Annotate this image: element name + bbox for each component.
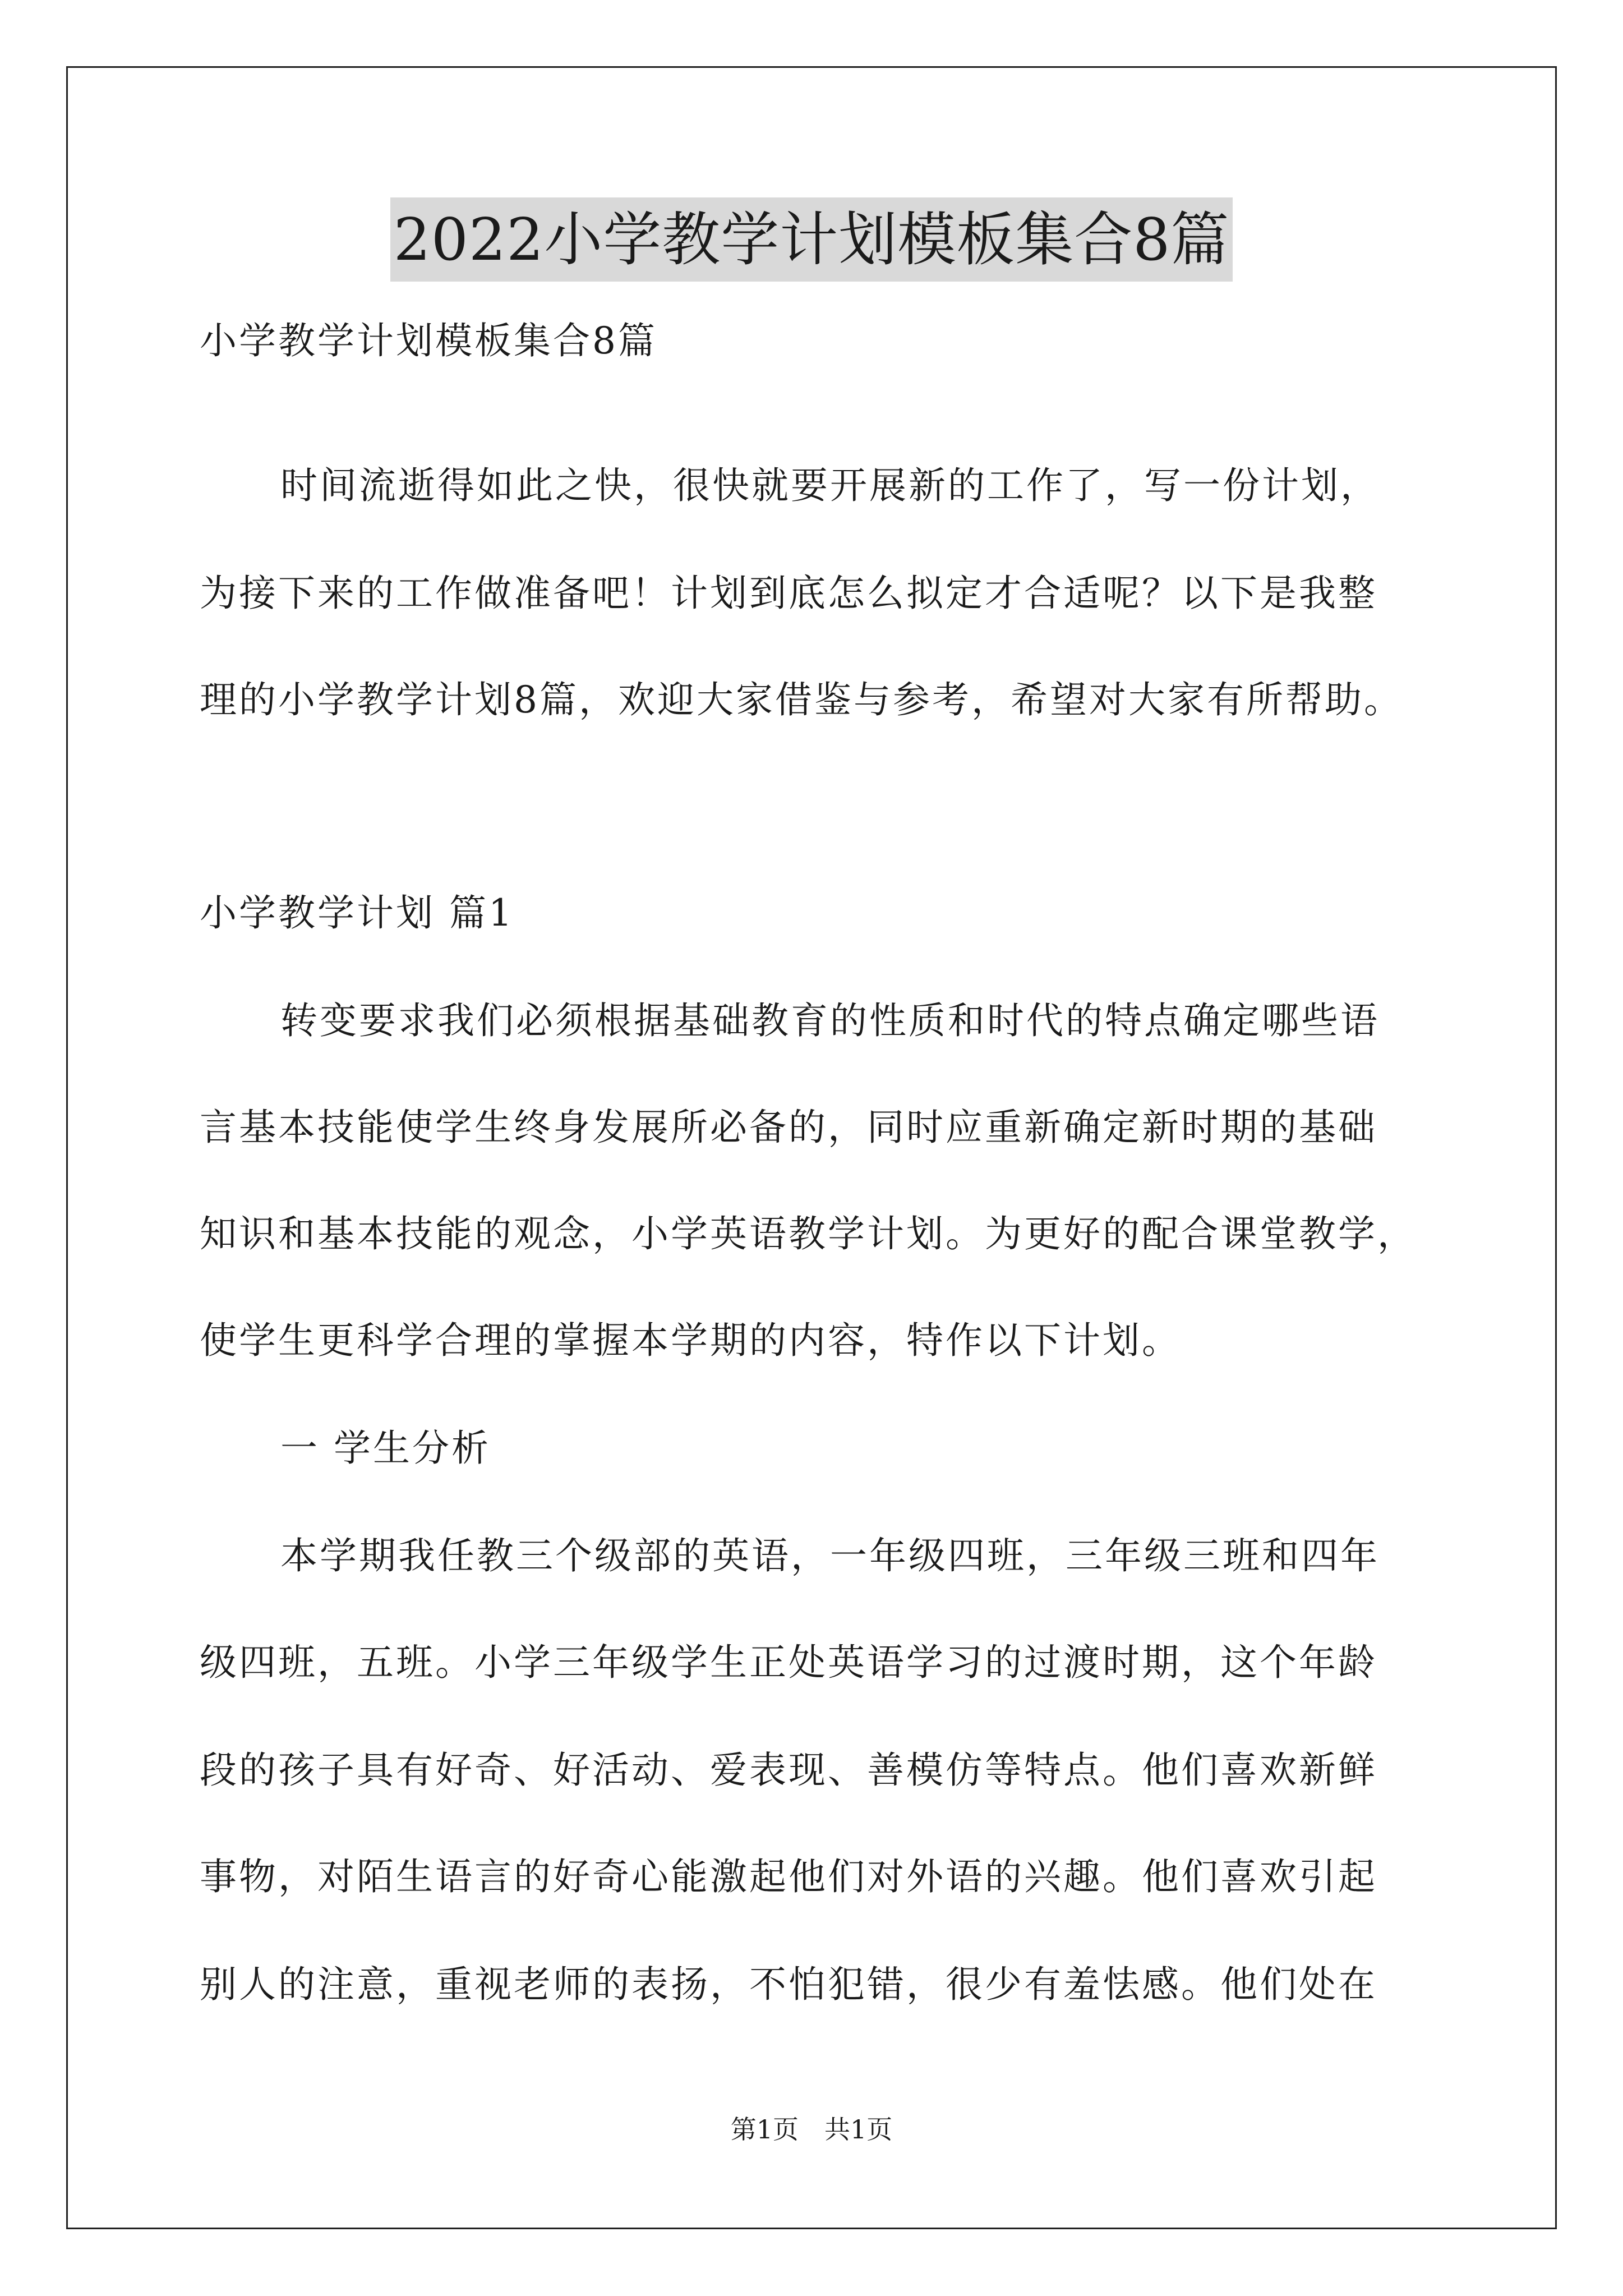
- paragraph-line: 别人的注意，重视老师的表扬，不怕犯错，很少有羞怯感。他们处在: [200, 1963, 1377, 2006]
- subtitle: 小学教学计划模板集合8篇: [200, 319, 657, 362]
- paragraph-line: 为接下来的工作做准备吧！计划到底怎么拟定才合适呢？以下是我整: [200, 572, 1377, 615]
- document-title: 2022小学教学计划模板集合8篇: [390, 197, 1233, 282]
- paragraph-line: 理的小学教学计划8篇，欢迎大家借鉴与参考，希望对大家有所帮助。: [200, 678, 1403, 721]
- paragraph-line: 事物，对陌生语言的好奇心能激起他们对外语的兴趣。他们喜欢引起: [200, 1855, 1377, 1898]
- paragraph-line: 段的孩子具有好奇、好活动、爱表现、善模仿等特点。他们喜欢新鲜: [200, 1749, 1377, 1792]
- paragraph-line: 使学生更科学合理的掌握本学期的内容，特作以下计划。: [200, 1319, 1181, 1362]
- title-block: [0, 197, 1623, 282]
- paragraph-line: 本学期我任教三个级部的英语，一年级四班，三年级三班和四年: [280, 1534, 1380, 1577]
- paragraph-line: 时间流逝得如此之快，很快就要开展新的工作了，写一份计划，: [280, 464, 1380, 507]
- page-footer: 第1页 共1页: [730, 2114, 893, 2145]
- paragraph-line: 级四班，五班。小学三年级学生正处英语学习的过渡时期，这个年龄: [200, 1641, 1377, 1684]
- paragraph-line: 言基本技能使学生终身发展所必备的，同时应重新确定新时期的基础: [200, 1106, 1377, 1149]
- subheading: 一 学生分析: [280, 1427, 491, 1470]
- paragraph-line: 知识和基本技能的观念，小学英语教学计划。为更好的配合课堂教学，: [200, 1212, 1417, 1255]
- section-heading: 小学教学计划 篇1: [200, 891, 514, 935]
- paragraph-line: 转变要求我们必须根据基础教育的性质和时代的特点确定哪些语: [280, 999, 1380, 1042]
